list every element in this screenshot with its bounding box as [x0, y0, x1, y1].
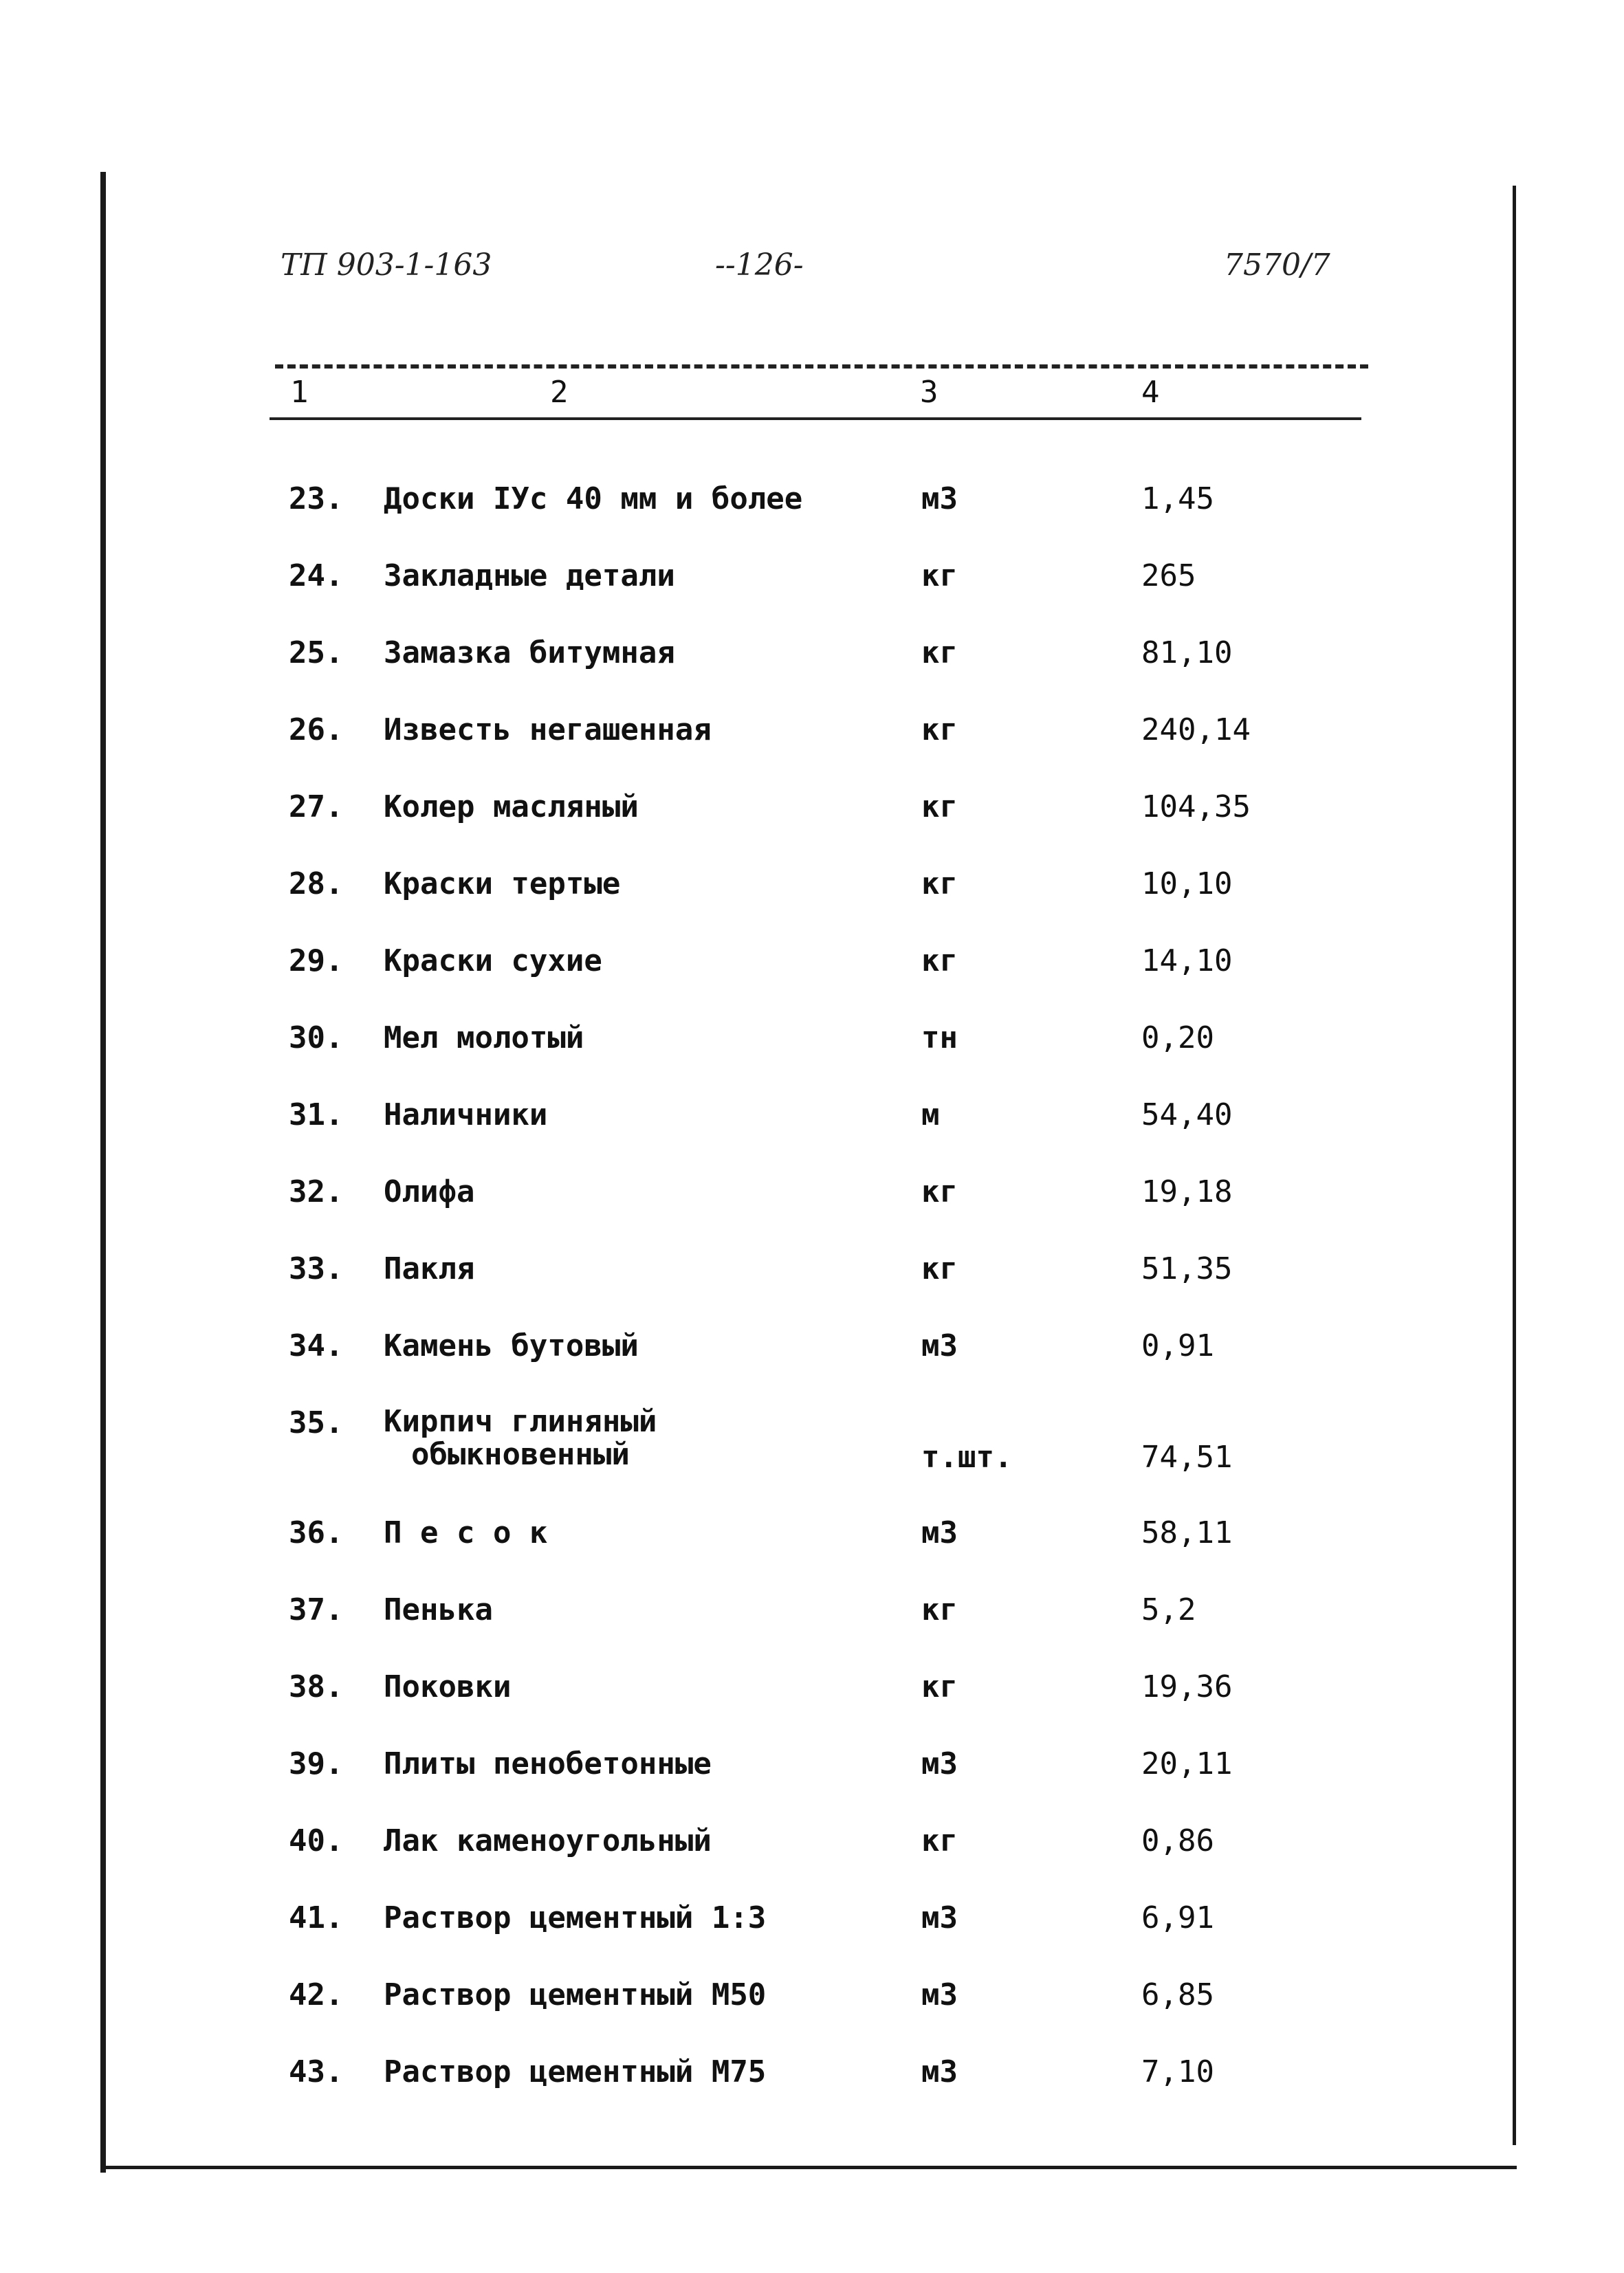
quantity-value: 74,51	[1141, 1440, 1233, 1475]
material-name: Известь негашенная	[384, 712, 712, 747]
quantity-value: 1,45	[1141, 481, 1214, 516]
material-name: Раствор цементный 1:3	[384, 1900, 767, 1935]
quantity-value: 10,10	[1141, 866, 1233, 901]
material-name-line2: обыкновенный	[411, 1437, 630, 1472]
row-number: 41.	[289, 1900, 344, 1935]
quantity-value: 7,10	[1141, 2054, 1214, 2089]
quantity-value: 6,85	[1141, 1977, 1214, 2012]
table-row	[0, 1251, 1624, 1327]
quantity-value: 51,35	[1141, 1251, 1233, 1286]
table-row	[0, 943, 1624, 1019]
quantity-value: 240,14	[1141, 712, 1251, 747]
unit: кг	[921, 866, 958, 901]
material-name: Пенька	[384, 1592, 493, 1627]
table-row	[0, 712, 1624, 788]
unit: м3	[921, 1515, 958, 1550]
unit: кг	[921, 558, 958, 593]
unit: кг	[921, 943, 958, 978]
sheet-id: 7570/7	[1224, 248, 1330, 283]
row-number: 24.	[289, 558, 344, 593]
material-name: Замазка битумная	[384, 635, 675, 670]
unit: кг	[921, 635, 958, 670]
unit: кг	[921, 712, 958, 747]
row-number: 25.	[289, 635, 344, 670]
table-row	[0, 481, 1624, 557]
material-name: Раствор цементный М75	[384, 2054, 767, 2089]
unit: м3	[921, 481, 958, 516]
table-row	[0, 1669, 1624, 1745]
table-row	[0, 1405, 1624, 1481]
unit: кг	[921, 1174, 958, 1209]
material-name: П е с о к	[384, 1515, 548, 1550]
table-row	[0, 1515, 1624, 1591]
row-number: 42.	[289, 1977, 344, 2012]
material-name: Пакля	[384, 1251, 475, 1286]
column-header-1: 1	[290, 375, 309, 410]
row-number: 31.	[289, 1097, 344, 1132]
material-name: Поковки	[384, 1669, 512, 1704]
page-number: --126-	[715, 248, 804, 283]
material-name: Наличники	[384, 1097, 548, 1132]
unit: кг	[921, 789, 958, 824]
row-number: 33.	[289, 1251, 344, 1286]
material-name: Колер масляный	[384, 789, 639, 824]
document-code: ТП 903-1-163	[281, 248, 492, 283]
table-row	[0, 558, 1624, 634]
row-number: 29.	[289, 943, 344, 978]
table-row	[0, 1977, 1624, 2053]
row-number: 26.	[289, 712, 344, 747]
quantity-value: 0,86	[1141, 1823, 1214, 1858]
material-name: Плиты пенобетонные	[384, 1746, 712, 1781]
row-number: 40.	[289, 1823, 344, 1858]
row-number: 39.	[289, 1746, 344, 1781]
table-row	[0, 1823, 1624, 1899]
row-number: 35.	[289, 1405, 344, 1440]
material-name-line1: Кирпич глиняный	[384, 1404, 657, 1439]
table-row	[0, 1746, 1624, 1822]
row-number: 34.	[289, 1328, 344, 1363]
table-row	[0, 1020, 1624, 1096]
quantity-value: 19,36	[1141, 1669, 1233, 1704]
unit: т.шт.	[921, 1440, 1013, 1475]
unit: тн	[921, 1020, 958, 1055]
column-header-4: 4	[1141, 375, 1160, 410]
unit: м3	[921, 1900, 958, 1935]
unit: м3	[921, 1746, 958, 1781]
unit: м	[921, 1097, 940, 1132]
material-name: Закладные детали	[384, 558, 675, 593]
material-name: Камень бутовый	[384, 1328, 639, 1363]
table-row	[0, 635, 1624, 711]
table-row	[0, 2054, 1624, 2130]
table-row	[0, 1097, 1624, 1173]
table-row	[0, 1174, 1624, 1250]
row-number: 38.	[289, 1669, 344, 1704]
quantity-value: 19,18	[1141, 1174, 1233, 1209]
unit: кг	[921, 1669, 958, 1704]
quantity-value: 0,20	[1141, 1020, 1214, 1055]
material-name: Мел молотый	[384, 1020, 584, 1055]
table-row	[0, 1328, 1624, 1404]
table-row	[0, 1900, 1624, 1976]
unit: м3	[921, 1977, 958, 2012]
unit: кг	[921, 1592, 958, 1627]
column-header-2: 2	[550, 375, 569, 410]
quantity-value: 54,40	[1141, 1097, 1233, 1132]
quantity-value: 14,10	[1141, 943, 1233, 978]
material-name: Краски тертые	[384, 866, 621, 901]
quantity-value: 0,91	[1141, 1328, 1214, 1363]
row-number: 28.	[289, 866, 344, 901]
unit: м3	[921, 1328, 958, 1363]
table-row	[0, 866, 1624, 942]
row-number: 43.	[289, 2054, 344, 2089]
row-number: 37.	[289, 1592, 344, 1627]
row-number: 23.	[289, 481, 344, 516]
material-name: Лак каменоугольный	[384, 1823, 712, 1858]
quantity-value: 6,91	[1141, 1900, 1214, 1935]
row-number: 27.	[289, 789, 344, 824]
quantity-value: 58,11	[1141, 1515, 1233, 1550]
quantity-value: 20,11	[1141, 1746, 1233, 1781]
quantity-value: 104,35	[1141, 789, 1251, 824]
quantity-value: 81,10	[1141, 635, 1233, 670]
quantity-value: 5,2	[1141, 1592, 1196, 1627]
table-row	[0, 1592, 1624, 1668]
row-number: 30.	[289, 1020, 344, 1055]
material-name: Олифа	[384, 1174, 475, 1209]
unit: м3	[921, 2054, 958, 2089]
material-name: Доски IУс 40 мм и более	[384, 481, 803, 516]
table-row	[0, 789, 1624, 865]
quantity-value: 265	[1141, 558, 1196, 593]
column-header-3: 3	[920, 375, 939, 410]
unit: кг	[921, 1823, 958, 1858]
material-name	[384, 1405, 657, 1471]
row-number: 36.	[289, 1515, 344, 1550]
row-number: 32.	[289, 1174, 344, 1209]
material-name: Краски сухие	[384, 943, 602, 978]
unit: кг	[921, 1251, 958, 1286]
material-name: Раствор цементный М50	[384, 1977, 767, 2012]
